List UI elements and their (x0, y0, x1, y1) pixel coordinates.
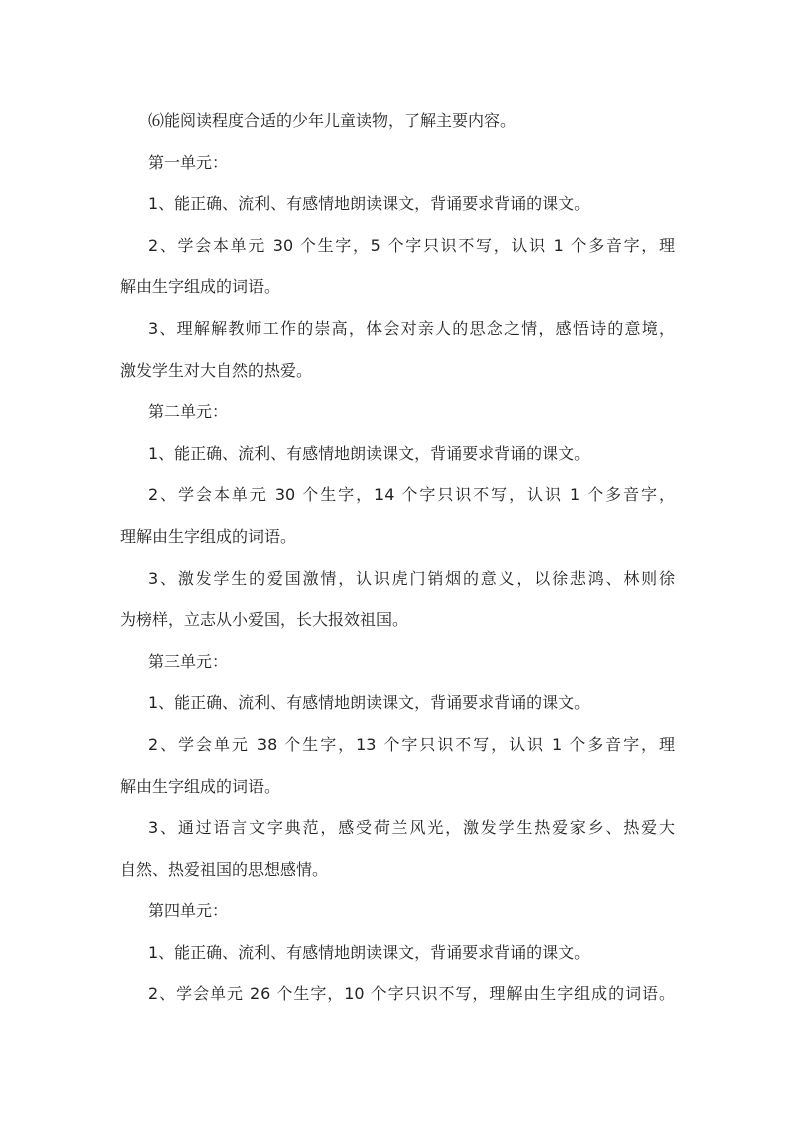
text-line: 第一单元： (148, 152, 229, 172)
text-line: 3、理解解教师工作的崇高，体会对亲人的思念之情，感悟诗的意境， (148, 318, 675, 338)
text-line: ⑹能阅读程度合适的少年儿童读物，了解主要内容。 (148, 111, 517, 130)
text-line: 1、能正确、流利、有感情地朗读课文，背诵要求背诵的课文。 (148, 194, 591, 214)
text-line: 2、学会本单元 30 个生字，14 个字只识不写，认识 1 个多音字， (148, 485, 675, 505)
document-body (120, 100, 675, 1015)
text-line: 3、通过语言文字典范，感受荷兰风光，激发学生热爱家乡、热爱大 (148, 818, 675, 838)
text-line: 解由生字组成的词语。 (120, 277, 281, 297)
text-line: 3、激发学生的爱国激情，认识虎门销烟的意义，以徐悲鸿、林则徐 (148, 568, 675, 588)
text-line: 解由生字组成的词语。 (120, 776, 281, 796)
text-line: 激发学生对大自然的热爱。 (120, 360, 313, 380)
text-line: 第三单元： (148, 651, 229, 671)
text-line: 1、能正确、流利、有感情地朗读课文，背诵要求背诵的课文。 (148, 693, 591, 713)
text-line: 2、学会本单元 30 个生字，5 个字只识不写，认识 1 个多音字，理 (148, 235, 675, 255)
text-line: 第四单元： (148, 901, 229, 921)
text-line: 第二单元： (148, 402, 229, 422)
text-line: 自然、热爱祖国的思想感情。 (120, 859, 329, 879)
text-line: 1、能正确、流利、有感情地朗读课文，背诵要求背诵的课文。 (148, 443, 591, 463)
text-line: 为榜样，立志从小爱国，长大报效祖国。 (120, 610, 409, 630)
text-line: 2、学会单元 26 个生字，10 个字只识不写，理解由生字组成的词语。 (148, 984, 675, 1004)
text-line: 1、能正确、流利、有感情地朗读课文，背诵要求背诵的课文。 (148, 942, 591, 962)
text-line: 理解由生字组成的词语。 (120, 526, 297, 546)
text-line: 2、学会单元 38 个生字，13 个字只识不写，认识 1 个多音字，理 (148, 734, 675, 754)
